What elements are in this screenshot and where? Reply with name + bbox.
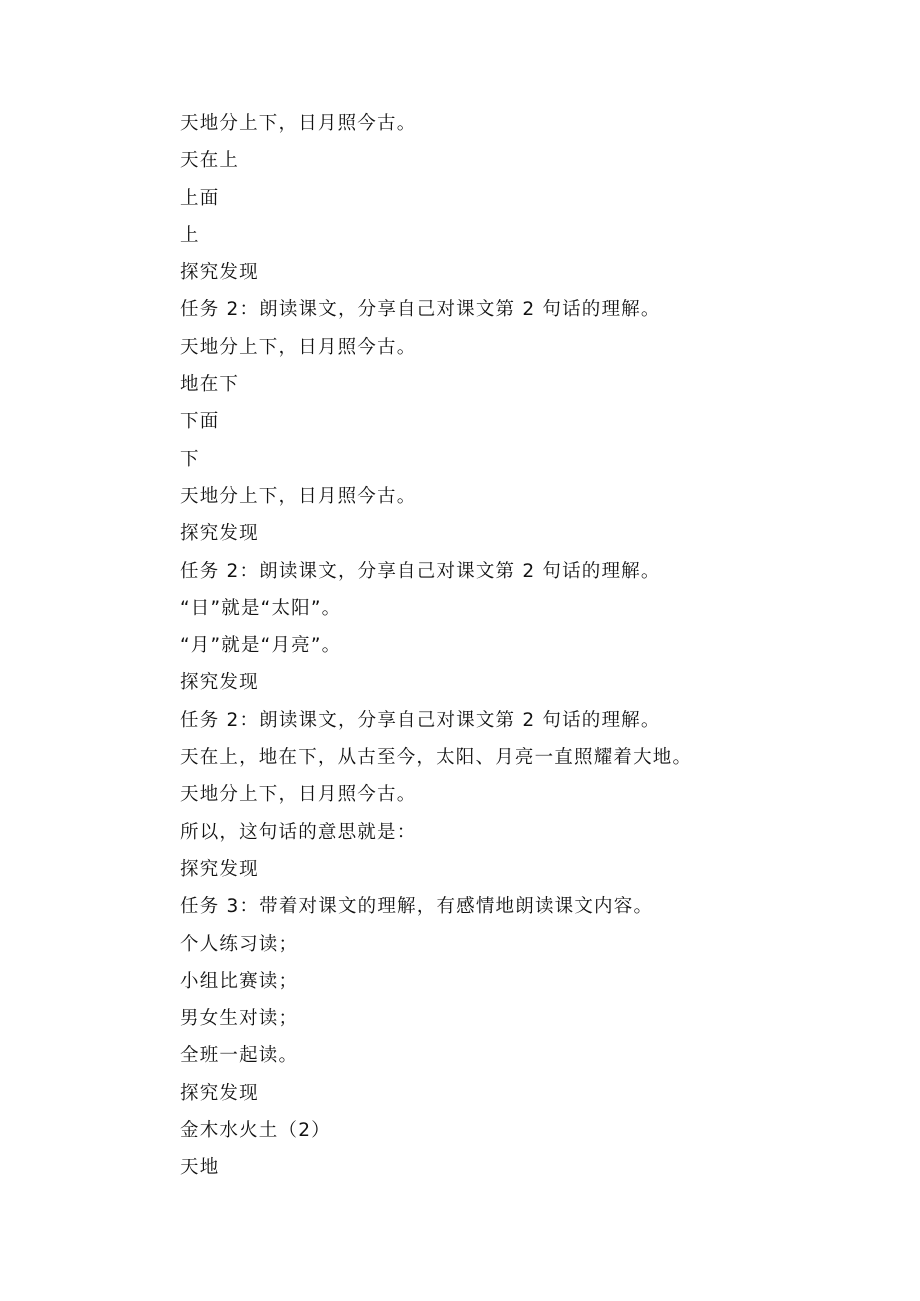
text-line: 上面 xyxy=(180,187,220,209)
text-line: 天地分上下，日月照今古。 xyxy=(180,485,417,507)
text-line: 天在上 xyxy=(180,150,240,172)
text-line: “月”就是“月亮”。 xyxy=(180,635,342,657)
text-line: 所以，这句话的意思就是： xyxy=(180,821,417,843)
text-line: 天地分上下，日月照今古。 xyxy=(180,784,417,806)
text-line: 下 xyxy=(180,448,200,470)
section-heading: 探究发现 xyxy=(180,1082,259,1104)
list-item: 小组比赛读； xyxy=(180,970,299,992)
text-line: 地在下 xyxy=(180,374,240,396)
task-line: 任务 2：朗读课文，分享自己对课文第 2 句话的理解。 xyxy=(180,709,661,731)
text-line: 下面 xyxy=(180,411,220,433)
list-item: 男女生对读； xyxy=(180,1008,299,1030)
text-line: 天在上，地在下，从古至今，太阳、月亮一直照耀着大地。 xyxy=(180,747,693,769)
section-heading: 探究发现 xyxy=(180,672,259,694)
section-heading: 探究发现 xyxy=(180,262,259,284)
task-line: 任务 2：朗读课文，分享自己对课文第 2 句话的理解。 xyxy=(180,299,661,321)
text-line: 天地分上下，日月照今古。 xyxy=(180,336,417,358)
section-heading: 探究发现 xyxy=(180,523,259,545)
task-line: 任务 3：带着对课文的理解，有感情地朗读课文内容。 xyxy=(180,896,654,918)
section-heading: 探究发现 xyxy=(180,858,259,880)
text-line: 天地分上下，日月照今古。 xyxy=(180,113,417,134)
text-line: 天地 xyxy=(180,1157,220,1179)
list-item: 个人练习读； xyxy=(180,933,299,955)
text-line: 上 xyxy=(180,224,200,246)
list-item: 全班一起读。 xyxy=(180,1045,299,1067)
text-line: “日”就是“太阳”。 xyxy=(180,597,342,619)
document-text-body xyxy=(180,105,880,1187)
lesson-title: 金木水火土（2） xyxy=(180,1120,331,1142)
task-line: 任务 2：朗读课文，分享自己对课文第 2 句话的理解。 xyxy=(180,560,661,582)
